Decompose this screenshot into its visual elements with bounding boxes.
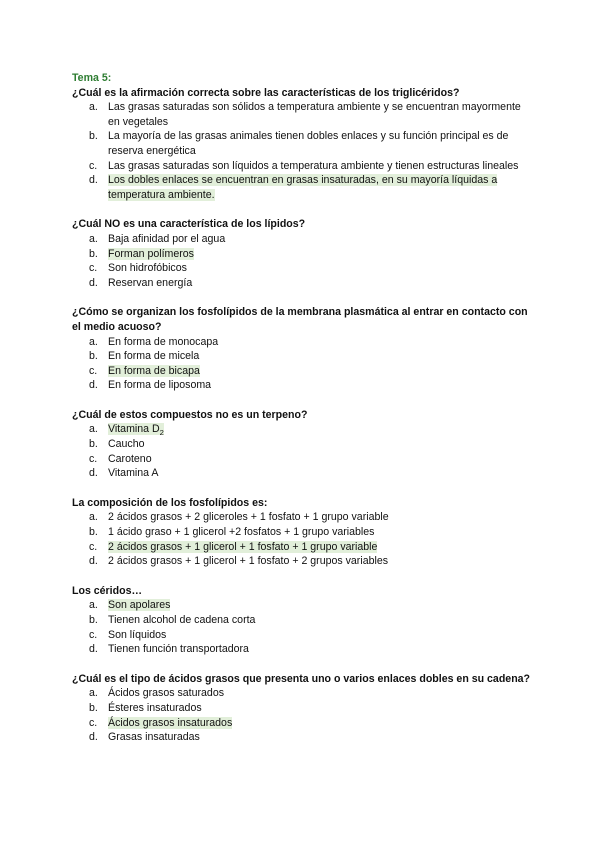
option-text-correct (108, 174, 497, 201)
option-label: Reservan energía (108, 276, 193, 289)
question-block (72, 408, 532, 481)
option-label: Caucho (108, 438, 145, 451)
option-label: 1 ácido graso + 1 glicerol +2 fosfatos + 1 grupo variables (108, 526, 375, 539)
option-text (108, 467, 158, 479)
answer-option (72, 540, 532, 555)
option-letter: a. (89, 335, 98, 348)
section-title: Tema 5: (72, 72, 112, 84)
answer-option (72, 701, 532, 716)
question-text: Los céridos… (72, 584, 143, 597)
answer-options (72, 232, 532, 290)
question-text: ¿Cuál de estos compuestos no es un terpeno? (72, 408, 308, 421)
option-letter: a. (89, 423, 98, 436)
option-letter: c. (89, 540, 98, 553)
option-label: En forma de micela (108, 350, 200, 363)
option-subscript: 2 (159, 428, 164, 438)
answer-option (72, 613, 532, 628)
option-letter: b. (89, 438, 98, 451)
option-letter: b. (89, 350, 98, 363)
answer-option (72, 466, 532, 481)
question-text: ¿Cuál es el tipo de ácidos grasos que presenta uno o varios enlaces dobles en su cadena? (72, 672, 531, 685)
question-list (72, 86, 532, 745)
option-letter: d. (89, 276, 98, 289)
option-label: Ésteres insaturados (108, 701, 202, 714)
option-text-correct (108, 541, 377, 553)
option-letter: a. (89, 599, 98, 612)
answer-option (72, 642, 532, 657)
option-letter: d. (89, 731, 98, 744)
option-text-correct (108, 365, 200, 377)
question-block (72, 672, 532, 745)
option-text-correct (108, 599, 170, 611)
option-text (108, 687, 224, 699)
option-letter: a. (89, 687, 98, 700)
answer-option (72, 276, 532, 291)
option-letter: a. (89, 232, 98, 245)
option-label: En forma de liposoma (108, 379, 212, 392)
option-label: Son líquidos (108, 628, 167, 641)
answer-option (72, 349, 532, 364)
option-label: En forma de bicapa (108, 364, 200, 377)
option-text (108, 160, 518, 172)
answer-option (72, 452, 532, 467)
option-label: Los dobles enlaces se encuentran en grasas insaturadas, en su mayoría líquidas a temperatura ambiente. (108, 174, 498, 201)
option-text (108, 336, 218, 348)
question-text: ¿Cuál es la afirmación correcta sobre las características de los triglicéridos? (72, 86, 460, 99)
option-label: Son apolares (108, 599, 171, 612)
option-letter: b. (89, 526, 98, 539)
option-text (108, 101, 521, 128)
option-text (108, 438, 145, 450)
question-text: La composición de los fosfolípidos es: (72, 496, 268, 509)
option-label: Las grasas saturadas son líquidos a temperatura ambiente y tienen estructuras lineales (108, 159, 519, 172)
option-letter: d. (89, 467, 98, 480)
answer-option (72, 232, 532, 247)
option-text (108, 643, 249, 655)
option-text-correct (108, 248, 194, 260)
question-block (72, 217, 532, 290)
answer-option (72, 129, 532, 158)
answer-option (72, 422, 532, 437)
option-text-correct (108, 717, 232, 729)
answer-options (72, 100, 532, 202)
option-label: 2 ácidos grasos + 1 glicerol + 1 fosfato + 2 grupos variables (108, 555, 389, 568)
answer-option (72, 378, 532, 393)
option-letter: c. (89, 364, 98, 377)
answer-option (72, 510, 532, 525)
answer-option (72, 730, 532, 745)
answer-option (72, 628, 532, 643)
option-label: Baja afinidad por el agua (108, 232, 226, 245)
question-block (72, 496, 532, 569)
option-label: Vitamina A (108, 467, 159, 480)
option-letter: c. (89, 452, 98, 465)
answer-options (72, 598, 532, 656)
option-letter: c. (89, 159, 98, 172)
option-text (108, 555, 388, 567)
answer-option (72, 247, 532, 262)
option-letter: b. (89, 614, 98, 626)
question-text: ¿Cuál NO es una característica de los lípidos? (72, 218, 306, 231)
answer-option (72, 364, 532, 379)
option-text (108, 731, 200, 743)
answer-option (72, 173, 532, 202)
answer-option (72, 335, 532, 350)
option-label: Vitamina D (108, 423, 160, 436)
option-letter: d. (89, 643, 98, 656)
answer-option (72, 716, 532, 731)
answer-options (72, 510, 532, 568)
option-text (108, 629, 166, 641)
option-text (108, 379, 211, 391)
option-text-correct (108, 423, 164, 438)
answer-option (72, 100, 532, 129)
option-text (108, 526, 374, 538)
option-letter: b. (89, 130, 98, 143)
option-label: Ácidos grasos saturados (108, 687, 225, 700)
option-label: Tienen alcohol de cadena corta (108, 614, 256, 626)
option-letter: b. (89, 247, 98, 260)
option-text (108, 233, 225, 245)
answer-options (72, 686, 532, 744)
option-text (108, 350, 199, 362)
option-letter: b. (89, 701, 98, 714)
option-label: Caroteno (108, 452, 152, 465)
option-text (108, 277, 192, 289)
option-label: Grasas insaturadas (108, 731, 200, 744)
option-letter: d. (89, 555, 98, 568)
option-letter: c. (89, 628, 98, 641)
option-label: Las grasas saturadas son sólidos a temperatura ambiente y se encuentran mayormente en vegetales (108, 101, 521, 128)
quiz-page (72, 71, 532, 760)
question-block (72, 86, 532, 203)
option-label: Tienen función transportadora (108, 643, 249, 656)
answer-option (72, 261, 532, 276)
option-label: Ácidos grasos insaturados (108, 716, 233, 729)
answer-option (72, 598, 532, 613)
option-text (108, 130, 508, 157)
question-block (72, 584, 532, 657)
option-letter: a. (89, 101, 98, 114)
answer-option (72, 686, 532, 701)
option-label: La mayoría de las grasas animales tienen dobles enlaces y su función principal es de reserva energética (108, 130, 509, 157)
option-label: 2 ácidos grasos + 1 glicerol + 1 fosfato + 1 grupo variable (108, 540, 378, 553)
option-letter: c. (89, 716, 98, 729)
answer-option (72, 554, 532, 569)
answer-options (72, 422, 532, 480)
option-text (108, 614, 255, 626)
option-label: Son hidrofóbicos (108, 262, 187, 275)
answer-option (72, 437, 532, 452)
option-text (108, 453, 152, 465)
option-label: 2 ácidos grasos + 2 gliceroles + 1 fosfato + 1 grupo variable (108, 511, 389, 524)
option-letter: d. (89, 174, 98, 187)
answer-option (72, 525, 532, 540)
option-letter: c. (89, 262, 98, 275)
option-label: Forman polímeros (108, 247, 194, 260)
option-text (108, 511, 389, 523)
option-text (108, 702, 202, 714)
option-text (108, 262, 187, 274)
answer-options (72, 335, 532, 393)
option-label: En forma de monocapa (108, 335, 219, 348)
question-block (72, 305, 532, 393)
answer-option (72, 159, 532, 174)
option-letter: a. (89, 511, 98, 524)
question-text: ¿Cómo se organizan los fosfolípidos de la membrana plasmática al entrar en contacto con el medio acuoso? (72, 306, 528, 333)
option-letter: d. (89, 379, 98, 392)
